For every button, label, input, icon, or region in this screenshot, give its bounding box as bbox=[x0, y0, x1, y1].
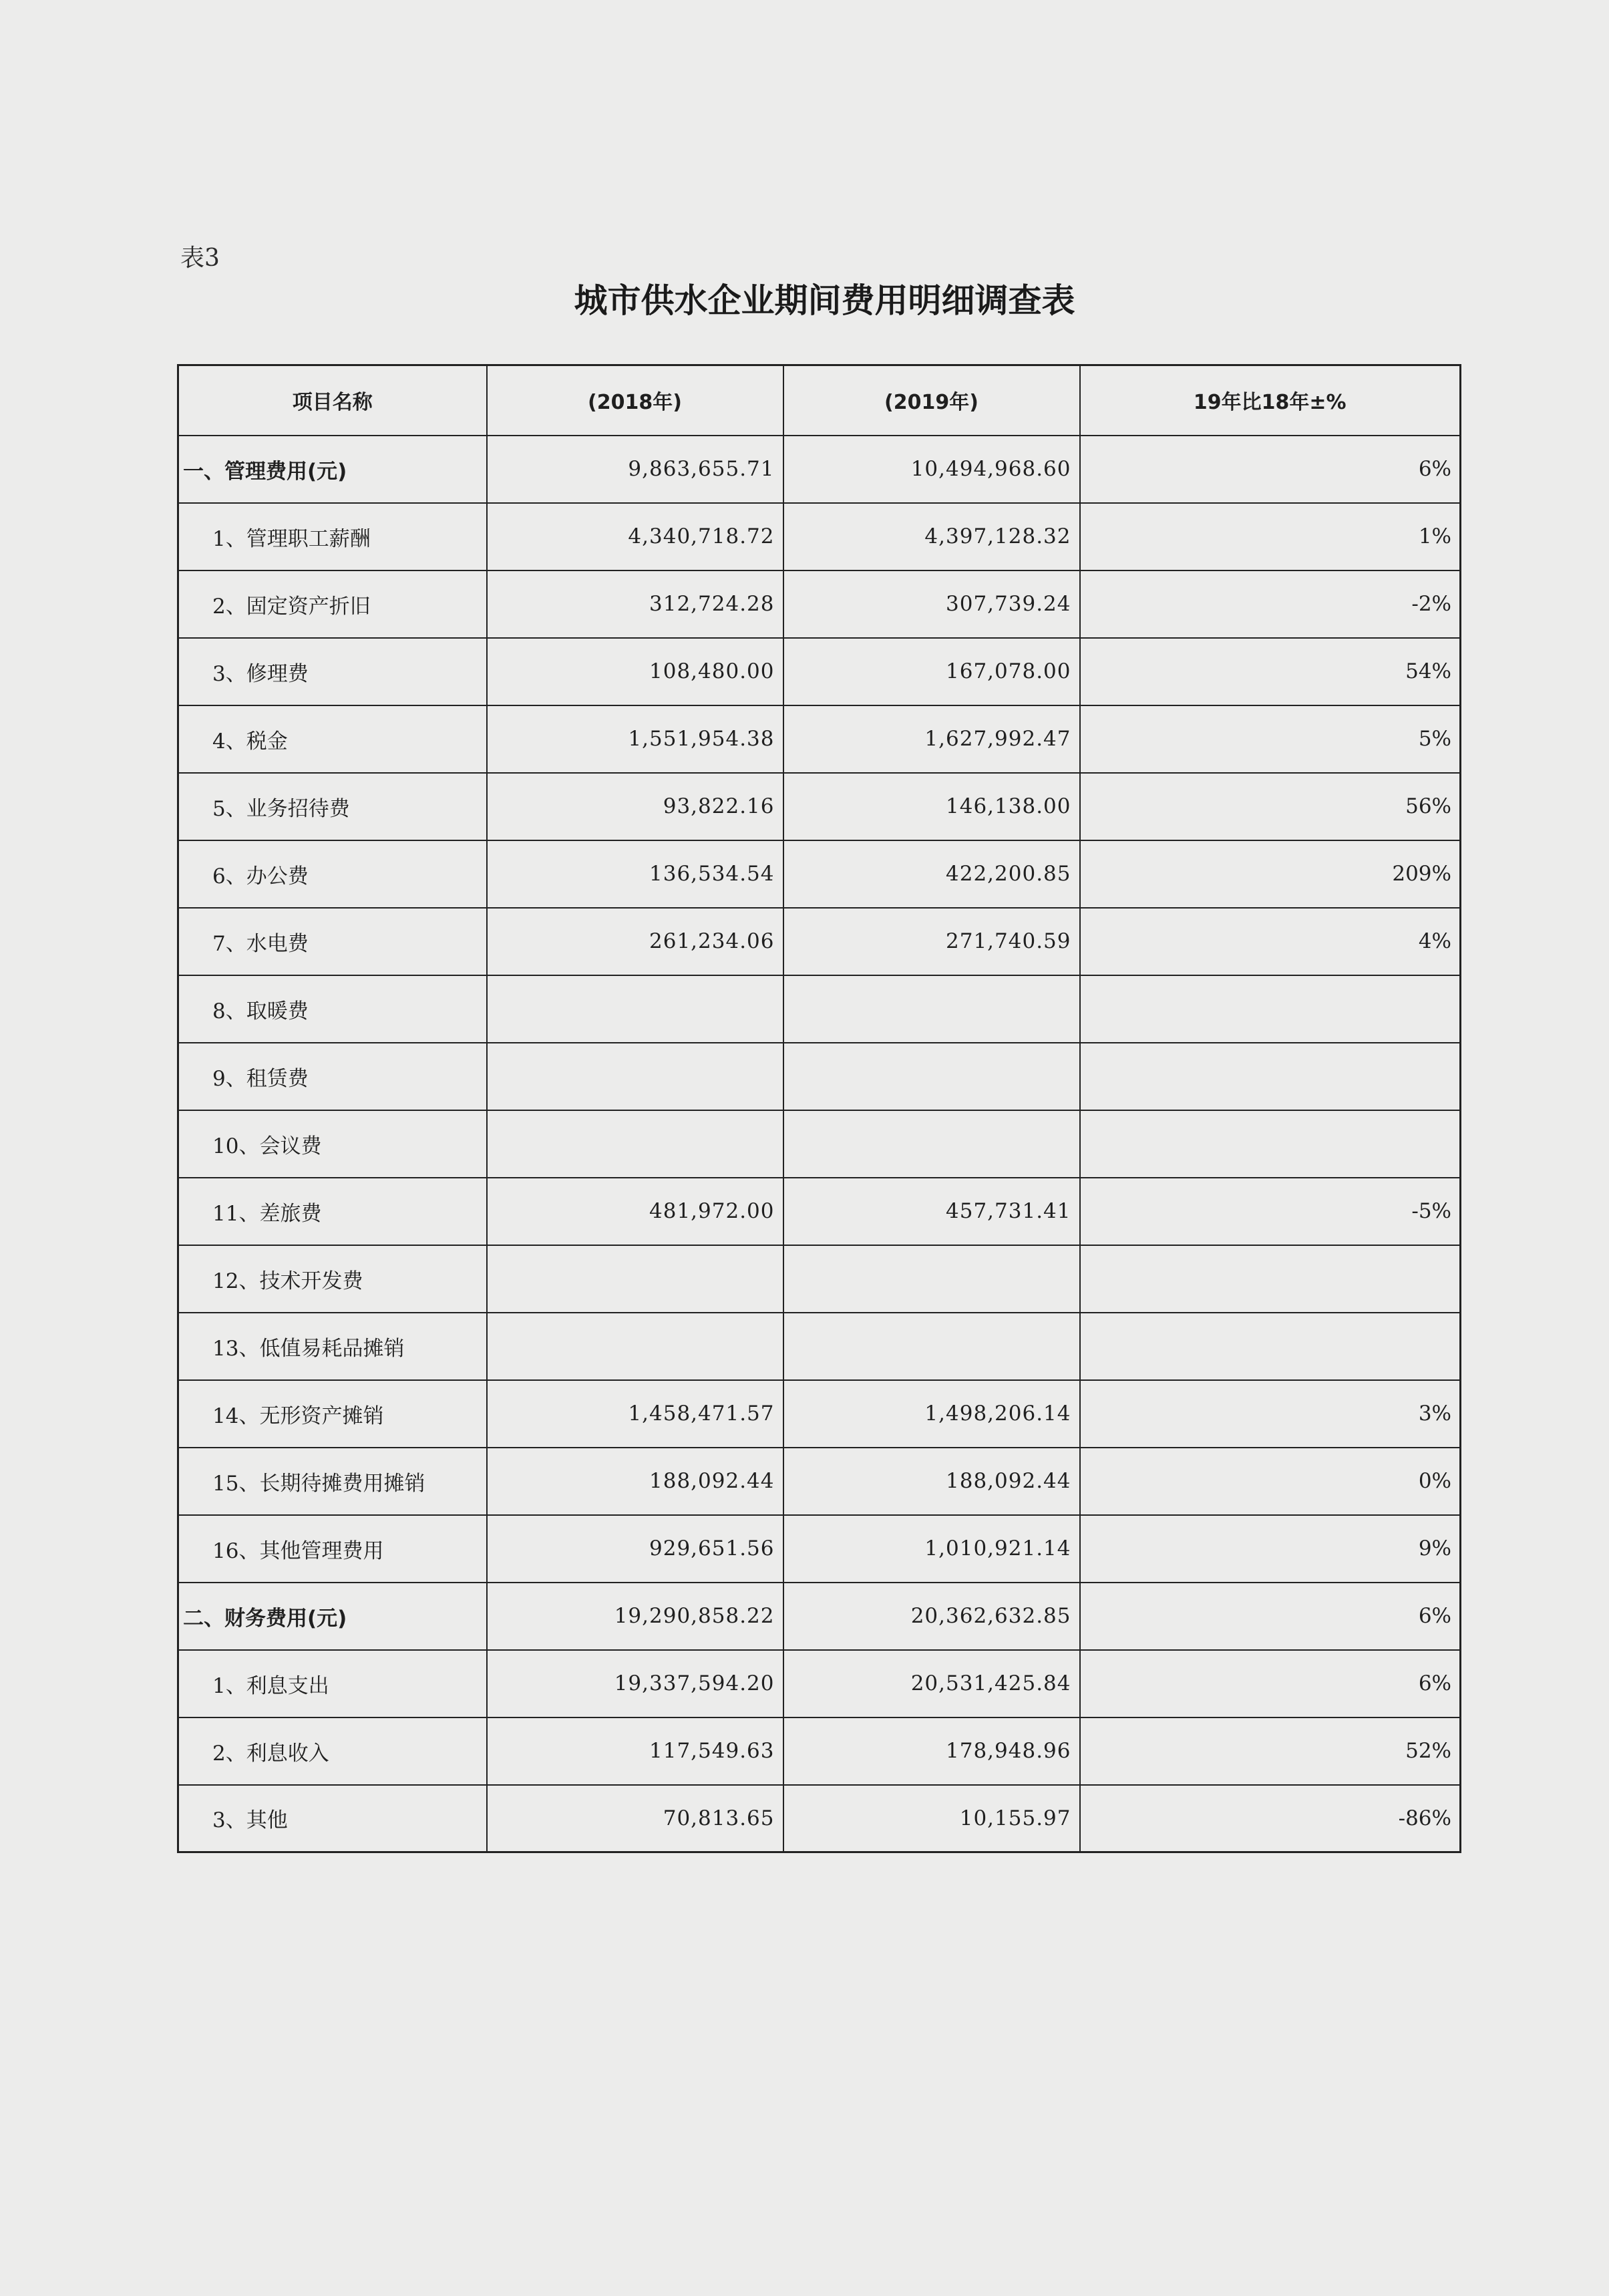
value-2018-cell: 312,724.28 bbox=[487, 570, 783, 638]
value-2019-cell bbox=[783, 1245, 1080, 1313]
value-2019-cell: 10,494,968.60 bbox=[783, 436, 1080, 503]
table-row bbox=[178, 1515, 1461, 1583]
table-row bbox=[178, 1313, 1461, 1380]
item-name-cell: 12、技术开发费 bbox=[178, 1245, 487, 1313]
table-row bbox=[178, 503, 1461, 570]
change-percent-cell: 6% bbox=[1080, 1583, 1461, 1650]
change-percent-cell: 56% bbox=[1080, 773, 1461, 840]
table-row bbox=[178, 1785, 1461, 1852]
value-2018-cell: 70,813.65 bbox=[487, 1785, 783, 1852]
item-name-cell: 7、水电费 bbox=[178, 908, 487, 975]
value-2018-cell: 1,458,471.57 bbox=[487, 1380, 783, 1448]
value-2018-cell: 1,551,954.38 bbox=[487, 705, 783, 773]
value-2018-cell bbox=[487, 1245, 783, 1313]
change-percent-cell bbox=[1080, 1043, 1461, 1110]
table-row bbox=[178, 1178, 1461, 1245]
value-2019-cell bbox=[783, 1043, 1080, 1110]
expense-table bbox=[177, 364, 1461, 1853]
item-name-cell: 2、利息收入 bbox=[178, 1717, 487, 1785]
value-2018-cell: 136,534.54 bbox=[487, 840, 783, 908]
table-row bbox=[178, 975, 1461, 1043]
value-2018-cell: 929,651.56 bbox=[487, 1515, 783, 1583]
value-2018-cell bbox=[487, 1043, 783, 1110]
value-2019-cell: 1,010,921.14 bbox=[783, 1515, 1080, 1583]
change-percent-cell: 0% bbox=[1080, 1448, 1461, 1515]
change-percent-cell: 3% bbox=[1080, 1380, 1461, 1448]
column-header-2019: (2019年) bbox=[783, 365, 1080, 436]
document-title: 城市供水企业期间费用明细调查表 bbox=[574, 281, 1075, 320]
value-2019-cell bbox=[783, 975, 1080, 1043]
value-2019-cell: 20,362,632.85 bbox=[783, 1583, 1080, 1650]
value-2019-cell: 422,200.85 bbox=[783, 840, 1080, 908]
value-2018-cell bbox=[487, 975, 783, 1043]
change-percent-cell: 6% bbox=[1080, 436, 1461, 503]
column-header-2018: (2018年) bbox=[487, 365, 783, 436]
value-2018-cell: 108,480.00 bbox=[487, 638, 783, 705]
value-2019-cell: 457,731.41 bbox=[783, 1178, 1080, 1245]
value-2018-cell: 188,092.44 bbox=[487, 1448, 783, 1515]
change-percent-cell: 4% bbox=[1080, 908, 1461, 975]
table-row bbox=[178, 1110, 1461, 1178]
change-percent-cell: 209% bbox=[1080, 840, 1461, 908]
change-percent-cell: -2% bbox=[1080, 570, 1461, 638]
change-percent-cell: 9% bbox=[1080, 1515, 1461, 1583]
change-percent-cell: 52% bbox=[1080, 1717, 1461, 1785]
item-name-cell: 2、固定资产折旧 bbox=[178, 570, 487, 638]
table-row bbox=[178, 705, 1461, 773]
value-2018-cell: 4,340,718.72 bbox=[487, 503, 783, 570]
value-2019-cell: 1,498,206.14 bbox=[783, 1380, 1080, 1448]
item-name-cell: 二、财务费用(元) bbox=[178, 1583, 487, 1650]
item-name-cell: 3、其他 bbox=[178, 1785, 487, 1852]
change-percent-cell bbox=[1080, 975, 1461, 1043]
change-percent-cell: 1% bbox=[1080, 503, 1461, 570]
value-2019-cell: 167,078.00 bbox=[783, 638, 1080, 705]
table-row bbox=[178, 1717, 1461, 1785]
table-row bbox=[178, 1380, 1461, 1448]
item-name-cell: 15、长期待摊费用摊销 bbox=[178, 1448, 487, 1515]
value-2018-cell: 93,822.16 bbox=[487, 773, 783, 840]
change-percent-cell: -86% bbox=[1080, 1785, 1461, 1852]
value-2019-cell: 307,739.24 bbox=[783, 570, 1080, 638]
item-name-cell: 11、差旅费 bbox=[178, 1178, 487, 1245]
change-percent-cell: 6% bbox=[1080, 1650, 1461, 1717]
value-2019-cell: 10,155.97 bbox=[783, 1785, 1080, 1852]
change-percent-cell bbox=[1080, 1313, 1461, 1380]
change-percent-cell bbox=[1080, 1110, 1461, 1178]
value-2018-cell bbox=[487, 1110, 783, 1178]
value-2018-cell: 481,972.00 bbox=[487, 1178, 783, 1245]
value-2018-cell: 117,549.63 bbox=[487, 1717, 783, 1785]
value-2018-cell bbox=[487, 1313, 783, 1380]
item-name-cell: 一、管理费用(元) bbox=[178, 436, 487, 503]
value-2019-cell: 20,531,425.84 bbox=[783, 1650, 1080, 1717]
item-name-cell: 10、会议费 bbox=[178, 1110, 487, 1178]
value-2019-cell bbox=[783, 1313, 1080, 1380]
change-percent-cell: -5% bbox=[1080, 1178, 1461, 1245]
value-2019-cell: 1,627,992.47 bbox=[783, 705, 1080, 773]
item-name-cell: 14、无形资产摊销 bbox=[178, 1380, 487, 1448]
table-row bbox=[178, 1650, 1461, 1717]
value-2019-cell: 188,092.44 bbox=[783, 1448, 1080, 1515]
item-name-cell: 8、取暖费 bbox=[178, 975, 487, 1043]
change-percent-cell: 5% bbox=[1080, 705, 1461, 773]
table-row bbox=[178, 638, 1461, 705]
table-row bbox=[178, 570, 1461, 638]
item-name-cell: 13、低值易耗品摊销 bbox=[178, 1313, 487, 1380]
change-percent-cell bbox=[1080, 1245, 1461, 1313]
item-name-cell: 4、税金 bbox=[178, 705, 487, 773]
table-row bbox=[178, 773, 1461, 840]
value-2019-cell: 146,138.00 bbox=[783, 773, 1080, 840]
value-2018-cell: 9,863,655.71 bbox=[487, 436, 783, 503]
value-2019-cell: 178,948.96 bbox=[783, 1717, 1080, 1785]
item-name-cell: 16、其他管理费用 bbox=[178, 1515, 487, 1583]
header-row bbox=[178, 365, 1461, 436]
section-row bbox=[178, 1583, 1461, 1650]
value-2018-cell: 19,337,594.20 bbox=[487, 1650, 783, 1717]
item-name-cell: 1、管理职工薪酬 bbox=[178, 503, 487, 570]
item-name-cell: 6、办公费 bbox=[178, 840, 487, 908]
column-header-change: 19年比18年±% bbox=[1080, 365, 1461, 436]
table-row bbox=[178, 1245, 1461, 1313]
change-percent-cell: 54% bbox=[1080, 638, 1461, 705]
table-label: 表3 bbox=[180, 244, 220, 272]
item-name-cell: 9、租赁费 bbox=[178, 1043, 487, 1110]
column-header-item-name: 项目名称 bbox=[178, 365, 487, 436]
table-row bbox=[178, 840, 1461, 908]
value-2019-cell bbox=[783, 1110, 1080, 1178]
item-name-cell: 5、业务招待费 bbox=[178, 773, 487, 840]
table-row bbox=[178, 908, 1461, 975]
value-2018-cell: 19,290,858.22 bbox=[487, 1583, 783, 1650]
table-body bbox=[178, 436, 1461, 1852]
item-name-cell: 3、修理费 bbox=[178, 638, 487, 705]
value-2019-cell: 4,397,128.32 bbox=[783, 503, 1080, 570]
item-name-cell: 1、利息支出 bbox=[178, 1650, 487, 1717]
value-2019-cell: 271,740.59 bbox=[783, 908, 1080, 975]
value-2018-cell: 261,234.06 bbox=[487, 908, 783, 975]
section-row bbox=[178, 436, 1461, 503]
table-row bbox=[178, 1448, 1461, 1515]
table-row bbox=[178, 1043, 1461, 1110]
